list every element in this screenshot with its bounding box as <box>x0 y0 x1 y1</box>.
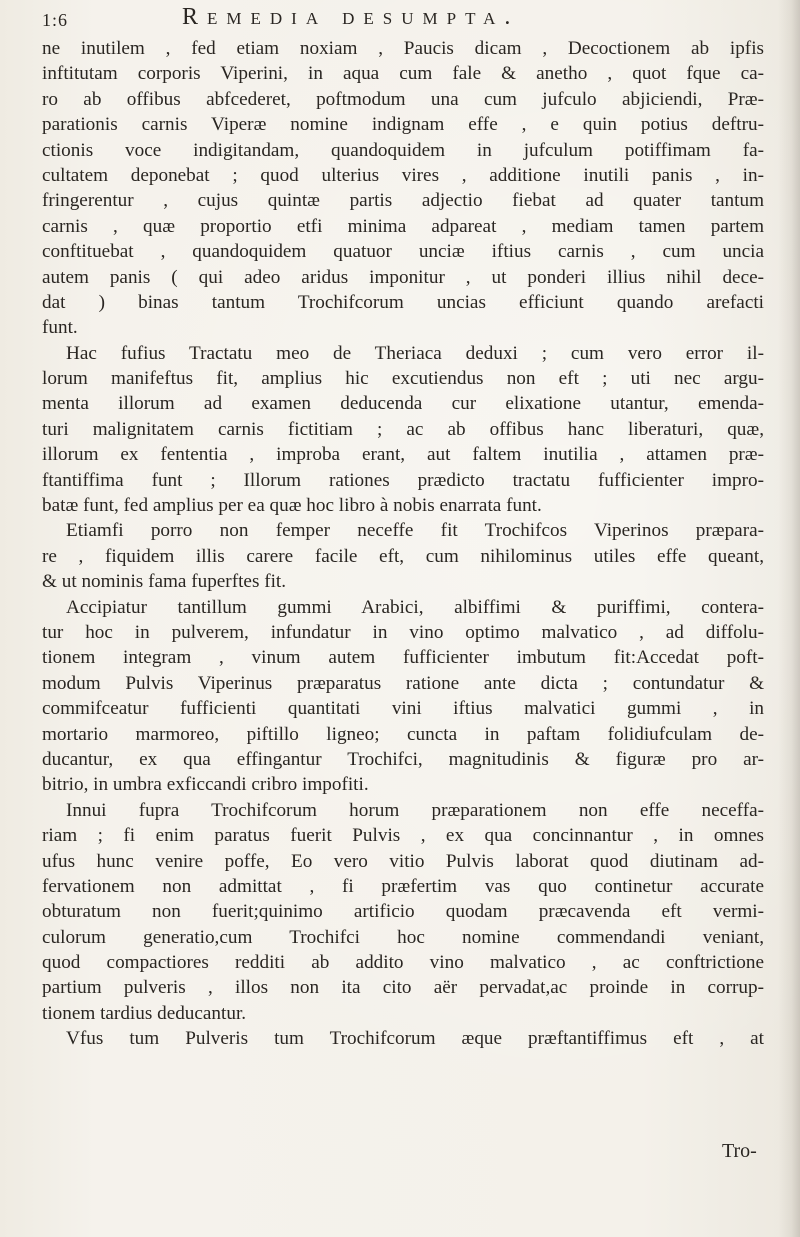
text-line: tionem tardius deducantur. <box>42 1002 247 1024</box>
text-line: re , fiquidem illis carere facile eft, cum nihilominus utiles effe queant, <box>42 545 764 567</box>
catchword: Tro- <box>722 1140 757 1162</box>
text-line: illorum ex fententia , improba erant, aut faltem inutilia , attamen præ- <box>42 444 764 466</box>
running-head <box>42 4 762 38</box>
text-line: commifceatur fufficienti quantitati vini iftius malvatici gummi , in <box>42 698 764 720</box>
page-number: 1:6 <box>42 10 69 30</box>
text-line: Accipiatur tantillum gummi Arabici, albiffimi & puriffimi, contera- <box>66 596 764 618</box>
text-line: partium pulveris , illos non ita cito aër pervadat,ac proinde in corrup- <box>42 977 764 999</box>
page-edge-shadow <box>778 0 800 1237</box>
text-line: tur hoc in pulverem, infundatur in vino optimo malvatico , ad diffolu- <box>42 621 764 643</box>
text-line: ne inutilem , fed etiam noxiam , Paucis dicam , Decoctionem ab ipfis <box>42 38 764 59</box>
text-line: bitrio, in umbra exficcandi cribro impofiti. <box>42 774 369 796</box>
text-line: fervationem non admittat , fi præfertim vas quo continetur accurate <box>42 875 764 897</box>
text-line: batæ funt, fed amplius per ea quæ hoc libro à nobis enarrata funt. <box>42 495 542 517</box>
text-line: tionem integram , vinum autem fufficienter imbutum fit:Accedat poft- <box>42 647 764 669</box>
text-line: lorum manifeftus fit, amplius hic excutiendus non eft ; uti nec argu- <box>42 368 764 390</box>
text-line: inftitutam corporis Viperini, in aqua cum fale & anetho , quot fque ca- <box>42 63 764 85</box>
running-title: Remedia desumpta. <box>182 4 520 30</box>
text-line: ufus hunc venire poffe, Eo vero vitio Pulvis laborat quod diutinam ad- <box>42 850 764 872</box>
text-line: ctionis voce indigitandam, quandoquidem in jufculum potiffimam fa- <box>42 139 764 161</box>
text-line: culorum generatio,cum Trochifci hoc nomine commendandi veniant, <box>42 926 764 948</box>
text-line: Vfus tum Pulveris tum Trochifcorum æque præftantiffimus eft , at <box>66 1028 764 1050</box>
text-line: fringerentur , cujus quintæ partis adjectio fiebat ad quater tantum <box>42 190 764 212</box>
text-line: ducantur, ex qua effingantur Trochifci, magnitudinis & figuræ pro ar- <box>42 748 764 770</box>
text-line: & ut nominis fama fuperftes fit. <box>42 571 287 593</box>
text-line: ftantiffima funt ; Illorum rationes prædicto tractatu fufficienter impro- <box>42 469 764 491</box>
text-line: ro ab offibus abfcederet, poftmodum una cum jufculo abjiciendi, Præ- <box>42 88 764 110</box>
text-line: riam ; fi enim paratus fuerit Pulvis , ex qua concinnantur , in omnes <box>42 825 764 847</box>
text-line: quod compactiores redditi ab addito vino malvatico , ac conftrictione <box>42 952 764 974</box>
text-line: autem panis ( qui adeo aridus imponitur , ut ponderi illius nihil dece- <box>42 266 764 288</box>
text-line: Etiamfi porro non femper neceffe fit Trochifcos Viperinos præpara- <box>66 520 764 542</box>
text-line: carnis , quæ proportio etfi minima adpareat , mediam tamen partem <box>42 215 764 237</box>
text-line: Innui fupra Trochifcorum horum præparationem non effe neceffa- <box>66 799 764 821</box>
text-line: menta illorum ad examen deducenda cur elixatione utantur, emenda- <box>42 393 764 415</box>
text-line: turi malignitatem carnis fictitiam ; ac ab offibus hanc liberaturi, quæ, <box>42 418 764 440</box>
text-line: mortario marmoreo, piftillo ligneo; cuncta in paftam folidiufculam de- <box>42 723 764 745</box>
text-line: Hac fufius Tractatu meo de Theriaca deduxi ; cum vero error il- <box>66 342 764 364</box>
text-line: funt. <box>42 317 78 339</box>
text-line: parationis carnis Viperæ nomine indignam effe , e quin potius deftru- <box>42 114 764 136</box>
text-line: modum Pulvis Viperinus præparatus ratione ante dicta ; contundatur & <box>42 672 764 694</box>
text-line: conftituebat , quandoquidem quatuor unciæ iftius carnis , cum uncia <box>42 241 764 263</box>
body-text <box>42 36 764 1052</box>
text-line: dat ) binas tantum Trochifcorum uncias efficiunt quando arefacti <box>42 291 764 313</box>
text-line: cultatem deponebat ; quod ulterius vires , additione inutili panis , in- <box>42 164 764 186</box>
text-line: obturatum non fuerit;quinimo artificio quodam præcavenda eft vermi- <box>42 901 764 923</box>
